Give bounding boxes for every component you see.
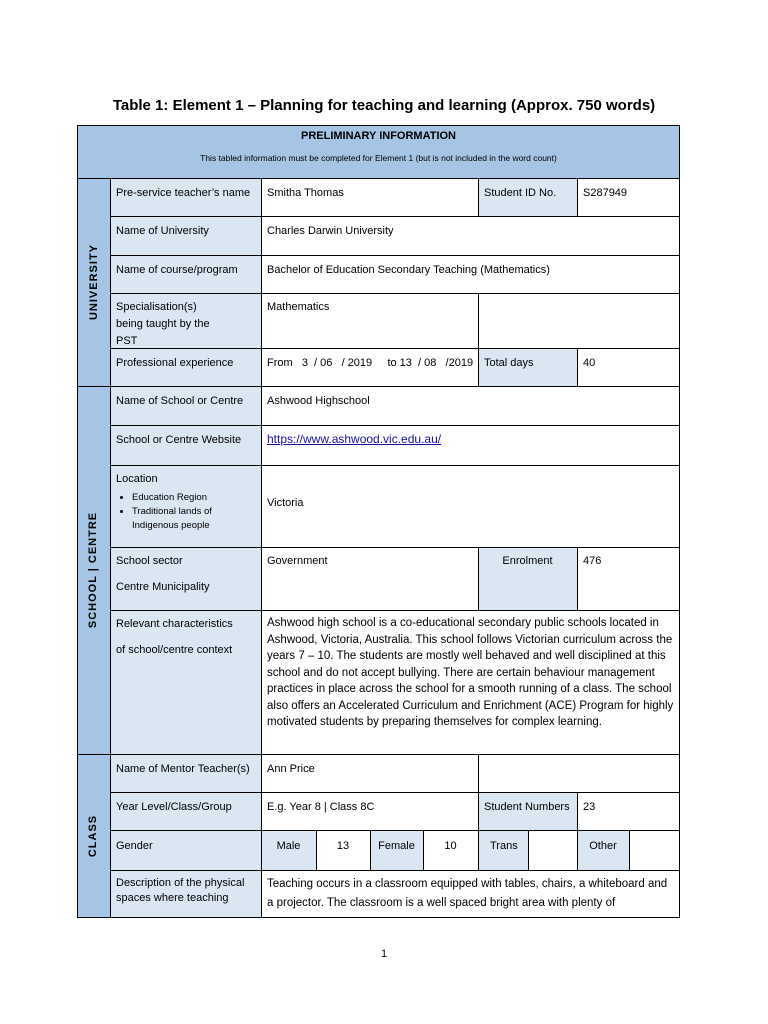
column-divider [577, 547, 578, 610]
total-days-value[interactable]: 40 [577, 348, 680, 386]
column-divider [629, 830, 630, 870]
row-divider [110, 348, 680, 349]
column-divider [261, 178, 262, 918]
section-class: CLASS [77, 754, 110, 918]
row-divider [77, 754, 680, 755]
specialisation-value[interactable]: Mathematics [261, 293, 478, 348]
location-label: Location [116, 473, 158, 485]
physical-spaces-value[interactable]: Teaching occurs in a classroom equipped with tables, chairs, a whiteboard and a projector. The classroom is a well spaced bright area with plenty of [261, 870, 680, 918]
row-divider [110, 610, 680, 611]
sector-label-cell [110, 547, 261, 610]
table-border [77, 125, 78, 918]
professional-experience-value[interactable]: From 3 / 06 / 2019 to 13 / 08 /2019 [261, 348, 478, 386]
row-divider [110, 255, 680, 256]
row-divider [110, 216, 680, 217]
section-university: UNIVERSITY [77, 178, 110, 386]
location-item: • Traditional lands of Indigenous people [132, 505, 255, 533]
location-label-cell [110, 465, 261, 547]
mentor-label: Name of Mentor Teacher(s) [110, 754, 261, 792]
mentor-value[interactable]: Ann Price [261, 754, 478, 792]
trans-label: Trans [478, 830, 528, 870]
preliminary-information-table [77, 125, 680, 918]
column-divider [528, 830, 529, 870]
preliminary-header [77, 125, 680, 178]
row-divider [110, 792, 680, 793]
male-label: Male [261, 830, 316, 870]
preliminary-heading: PRELIMINARY INFORMATION [300, 130, 456, 142]
preliminary-note: This tabled information must be completed for Element 1 (but is not included in the word count) [200, 153, 557, 163]
location-item: • Education Region [132, 491, 255, 505]
school-website-link[interactable]: https://www.ashwood.vic.edu.au/ [267, 432, 442, 446]
location-value[interactable]: Victoria [261, 465, 680, 547]
school-sector-label: School sector [116, 555, 183, 567]
row-divider [110, 830, 680, 831]
column-divider [577, 178, 578, 216]
pst-name-value[interactable]: Smitha Thomas [261, 178, 478, 216]
row-divider [110, 870, 680, 871]
university-name-value[interactable]: Charles Darwin University [261, 216, 680, 255]
school-name-label: Name of School or Centre [110, 386, 261, 425]
characteristics-label-cell [110, 610, 261, 754]
column-divider [110, 178, 111, 918]
page-title: Table 1: Element 1 – Planning for teaching and learning (Approx. 750 words) [112, 97, 656, 114]
student-id-label: Student ID No. [478, 178, 577, 216]
physical-spaces-label: Description of the physical spaces where teaching [110, 870, 261, 918]
column-divider [478, 293, 479, 386]
table-border [679, 125, 680, 918]
course-value[interactable]: Bachelor of Education Secondary Teaching (Mathematics) [261, 255, 680, 293]
row-divider [77, 178, 680, 179]
pst-name-label: Pre-service teacher’s name [110, 178, 261, 216]
row-divider [110, 465, 680, 466]
characteristics-label-line1: Relevant characteristics [116, 618, 233, 630]
total-days-label: Total days [478, 348, 577, 386]
specialisation-label: Specialisation(s) being taught by the PST [110, 293, 261, 348]
section-school: SCHOOL | CENTRE [77, 386, 110, 754]
characteristics-value[interactable]: Ashwood high school is a co-educational secondary public schools located in Ashwood, Victoria, Australia. This school follows Victorian curriculum across the years 7 – 10. The students are mostly well behaved and well disciplined at this school and do not accept bullying. There are certain behaviour management practices in place across the school for a smooth running of a class. The school also offers an Accelerated Curriculum and Enrichment (ACE) Program for highly motivated students by preparing themselves for complex learning. [261, 610, 680, 754]
row-divider [110, 425, 680, 426]
course-label: Name of course/program [110, 255, 261, 293]
column-divider [478, 754, 479, 870]
column-divider [478, 178, 479, 216]
year-level-label: Year Level/Class/Group [110, 792, 261, 830]
professional-experience-label: Professional experience [110, 348, 261, 386]
column-divider [478, 547, 479, 610]
column-divider [370, 830, 371, 870]
trans-value[interactable] [528, 830, 577, 870]
student-id-value[interactable]: S287949 [577, 178, 680, 216]
table-border [77, 917, 680, 918]
university-name-label: Name of University [110, 216, 261, 255]
column-divider [577, 348, 578, 386]
gender-label: Gender [110, 830, 261, 870]
student-numbers-label: Student Numbers [478, 792, 577, 830]
year-level-value[interactable]: E.g. Year 8 | Class 8C [261, 792, 478, 830]
page-number: 1 [380, 948, 388, 960]
column-divider [316, 830, 317, 870]
row-divider [110, 293, 680, 294]
characteristics-label-line2: of school/centre context [116, 644, 233, 656]
row-divider [110, 547, 680, 548]
school-name-value[interactable]: Ashwood Highschool [261, 386, 680, 425]
school-sector-value[interactable]: Government [261, 547, 478, 610]
enrolment-value[interactable]: 476 [577, 547, 680, 610]
table-border [77, 125, 680, 126]
other-value[interactable] [629, 830, 680, 870]
school-website-value[interactable] [261, 425, 680, 465]
centre-municipality-label: Centre Municipality [116, 581, 210, 593]
enrolment-label: Enrolment [478, 547, 577, 610]
mentor-extra[interactable] [478, 754, 680, 792]
column-divider [577, 792, 578, 870]
other-label: Other [577, 830, 629, 870]
row-divider [77, 386, 680, 387]
column-divider [423, 830, 424, 870]
female-value[interactable]: 10 [423, 830, 478, 870]
student-numbers-value[interactable]: 23 [577, 792, 680, 830]
specialisation-extra[interactable] [478, 293, 680, 348]
male-value[interactable]: 13 [316, 830, 370, 870]
female-label: Female [370, 830, 423, 870]
school-website-label: School or Centre Website [110, 425, 261, 465]
location-list [116, 491, 255, 533]
